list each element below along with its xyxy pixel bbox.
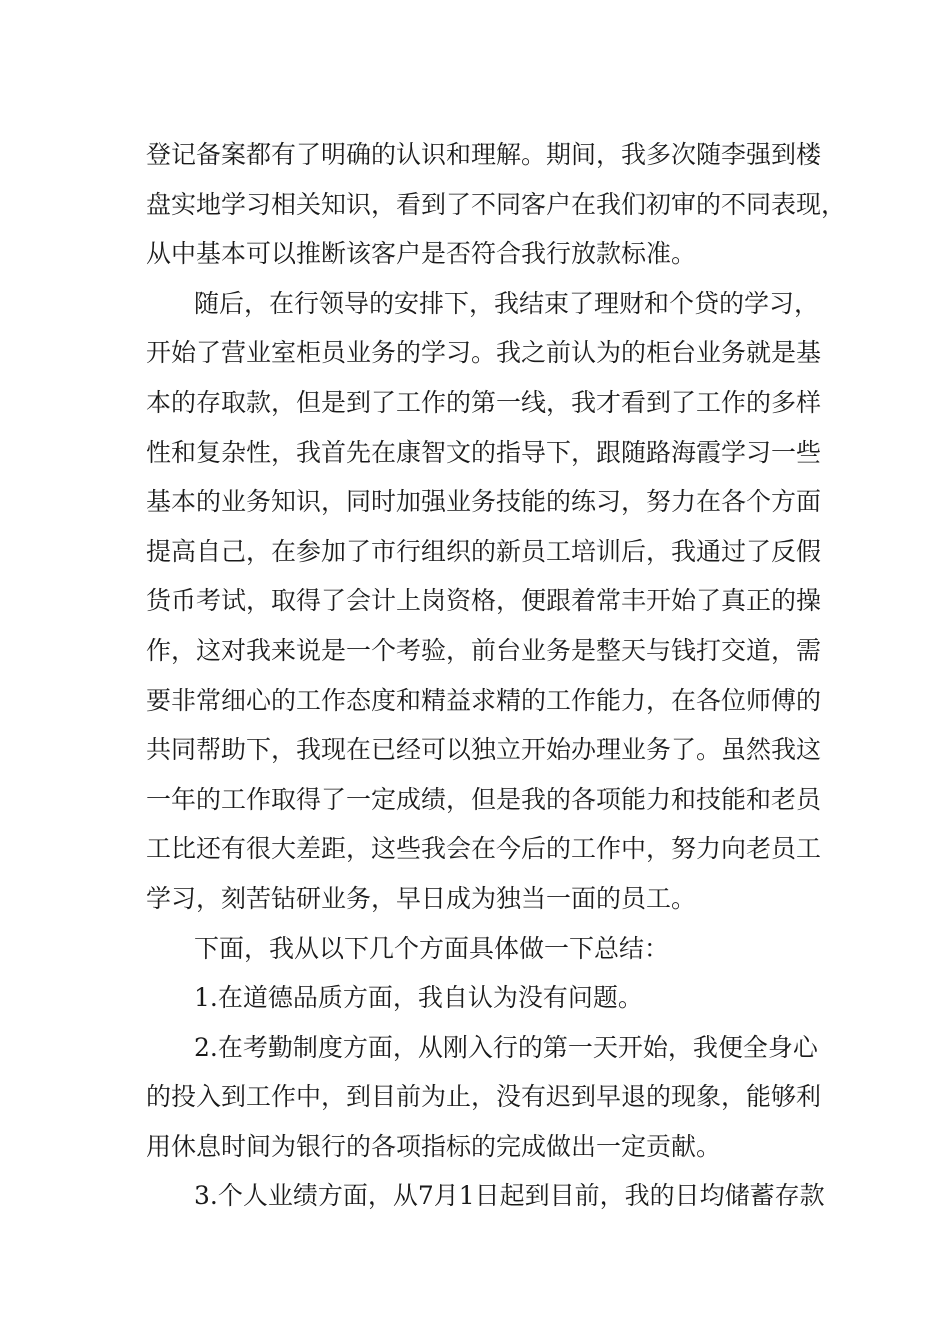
text-line: 下面，我从以下几个方面具体做一下总结：	[194, 933, 670, 963]
text-line: 本的存取款，但是到了工作的第一线，我才看到了工作的多样	[146, 387, 822, 417]
text-line: 一年的工作取得了一定成绩，但是我的各项能力和技能和老员	[146, 784, 822, 814]
text-line: 从中基本可以推断该客户是否符合我行放款标准。	[146, 239, 697, 269]
text-line: 用休息时间为银行的各项指标的完成做出一定贡献。	[146, 1131, 722, 1161]
text-line: 2.在考勤制度方面，从刚入行的第一天开始，我便全身心	[194, 1032, 818, 1062]
text-line: 的投入到工作中，到目前为止，没有迟到早退的现象，能够利	[146, 1082, 822, 1112]
text-line: 1.在道德品质方面，我自认为没有问题。	[194, 983, 643, 1013]
text-line: 性和复杂性，我首先在康智文的指导下，跟随路海霞学习一些	[146, 437, 822, 467]
text-line: 3.个人业绩方面，从7月1日起到目前，我的日均储蓄存款	[194, 1181, 825, 1211]
text-line: 登记备案都有了明确的认识和理解。期间，我多次随李强到楼	[146, 140, 822, 169]
text-line: 工比还有很大差距，这些我会在今后的工作中，努力向老员工	[146, 834, 822, 864]
text-line: 基本的业务知识，同时加强业务技能的练习，努力在各个方面	[146, 487, 822, 517]
text-line: 货币考试，取得了会计上岗资格，便跟着常丰开始了真正的操	[146, 586, 822, 616]
text-line: 学习，刻苦钻研业务，早日成为独当一面的员工。	[146, 883, 697, 913]
text-line: 作，这对我来说是一个考验，前台业务是整天与钱打交道，需	[146, 635, 822, 665]
text-line: 要非常细心的工作态度和精益求精的工作能力，在各位师傅的	[146, 685, 822, 715]
text-line: 提高自己，在参加了市行组织的新员工培训后，我通过了反假	[146, 536, 822, 566]
text-line: 随后，在行领导的安排下，我结束了理财和个贷的学习，	[194, 288, 820, 318]
text-line: 开始了营业室柜员业务的学习。我之前认为的柜台业务就是基	[146, 338, 822, 368]
text-line: 共同帮助下，我现在已经可以独立开始办理业务了。虽然我这	[146, 735, 822, 765]
body-text	[146, 130, 846, 1221]
text-line: 盘实地学习相关知识，看到了不同客户在我们初审的不同表现，	[146, 189, 847, 219]
